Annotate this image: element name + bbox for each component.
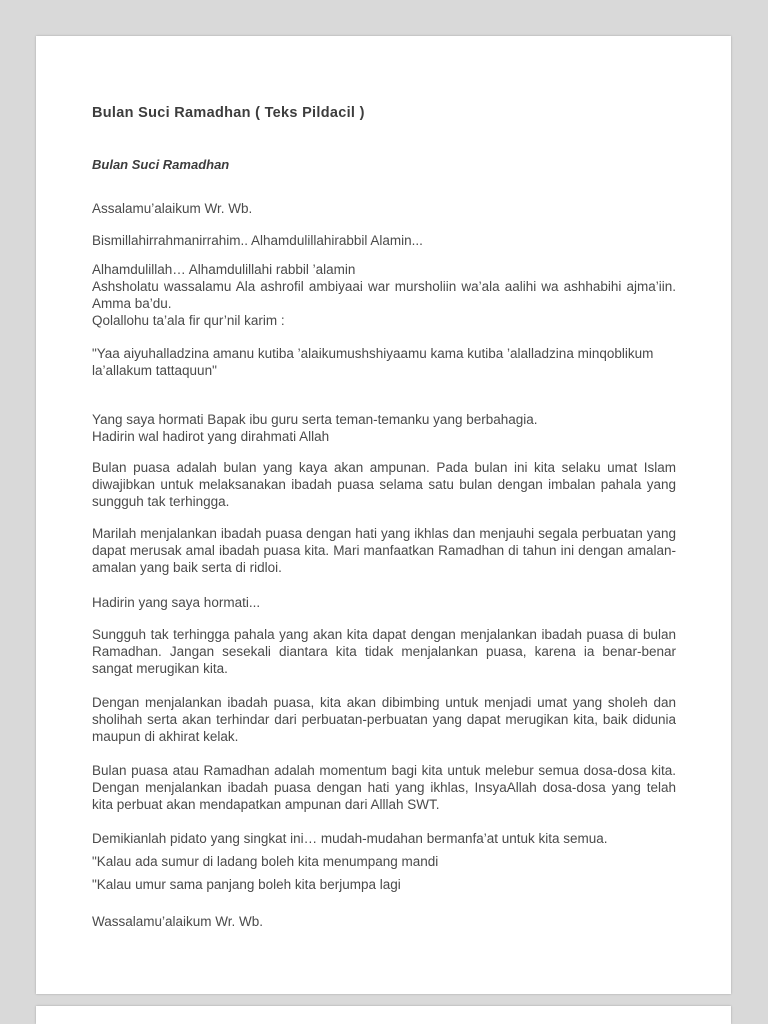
quran-verse-quote: "Yaa aiyuhalladzina amanu kutiba ’alaikumushshiyaamu kama kutiba ’alalladzina minqoblikum la’allakum tattaquun" bbox=[92, 346, 654, 378]
arabic-praise-block: Alhamdulillah… Alhamdulillahi rabbil ’alamin Ashsholatu wassalamu Ala ashrofil ambiyaai war mursholiin wa’ala aalihi wa ashhabihi ajma’iin. Amma ba’du. Qolallohu ta’ala fir qur’nil karim : bbox=[92, 262, 676, 328]
basmalah-line: Bismillahirrahmanirrahim.. Alhamdulillahirabbil Alamin... bbox=[92, 233, 423, 248]
paragraph-momentum-melebur-dosa: Bulan puasa atau Ramadhan adalah momentum bagi kita untuk melebur semua dosa-dosa kita. Dengan menjalankan ibadah puasa dengan hati yang ikhlas, InsyaAllah dosa-dosa yang telah kita perbuat akan mendapatkan ampunan dari Alllah SWT. bbox=[92, 763, 676, 812]
closing-salam: Wassalamu’alaikum Wr. Wb. bbox=[92, 914, 264, 929]
opening-salam: Assalamu’alaikum Wr. Wb. bbox=[92, 201, 253, 216]
hadirin-address: Hadirin yang saya hormati... bbox=[92, 595, 261, 610]
document-title: Bulan Suci Ramadhan ( Teks Pildacil ) bbox=[92, 105, 365, 121]
pantun-line-2: "Kalau umur sama panjang boleh kita berjumpa lagi bbox=[92, 877, 401, 892]
document-subtitle: Bulan Suci Ramadhan bbox=[92, 157, 230, 172]
paragraph-marilah-menjalankan: Marilah menjalankan ibadah puasa dengan hati yang ikhlas dan menjauhi segala perbuatan yang dapat merusak amal ibadah puasa kita. Mari manfaatkan Ramadhan di tahun ini dengan amalan-amalan yang baik serta di ridloi. bbox=[92, 526, 676, 575]
pantun-line-1: "Kalau ada sumur di ladang boleh kita menumpang mandi bbox=[92, 854, 439, 869]
audience-greeting: Yang saya hormati Bapak ibu guru serta teman-temanku yang berbahagia. Hadirin wal hadirot yang dirahmati Allah bbox=[92, 412, 538, 444]
next-page-edge bbox=[36, 1006, 731, 1024]
document-content bbox=[36, 36, 731, 930]
closing-statement: Demikianlah pidato yang singkat ini… mudah-mudahan bermanfa’at untuk kita semua. bbox=[92, 831, 608, 846]
document-page bbox=[36, 36, 731, 994]
paragraph-dengan-menjalankan: Dengan menjalankan ibadah puasa, kita akan dibimbing untuk menjadi umat yang sholeh dan sholihah serta akan terhindar dari perbuatan-perbuatan yang dapat merugikan kita, baik didunia maupun di akhirat kelak. bbox=[92, 695, 676, 744]
paragraph-sungguh-tak-terhingga: Sungguh tak terhingga pahala yang akan kita dapat dengan menjalankan ibadah puasa di bulan Ramadhan. Jangan sesekali diantara kita tidak menjalankan puasa, karena ia benar-benar sangat merugikan kita. bbox=[92, 627, 676, 676]
paragraph-bulan-puasa-ampunan: Bulan puasa adalah bulan yang kaya akan ampunan. Pada bulan ini kita selaku umat Islam diwajibkan untuk melaksanakan ibadah puasa selama satu bulan dengan imbalan pahala yang sungguh tak terhingga. bbox=[92, 460, 676, 509]
document-body bbox=[92, 200, 676, 930]
